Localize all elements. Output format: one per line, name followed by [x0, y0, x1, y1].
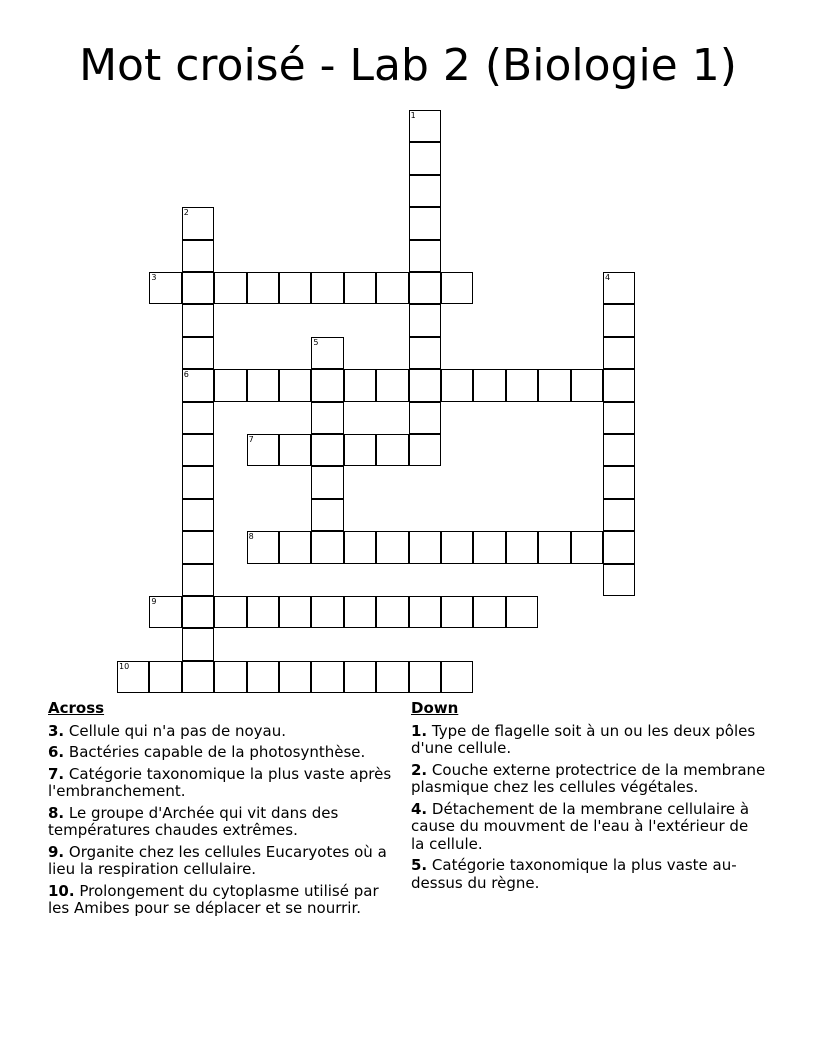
grid-cell[interactable] [409, 369, 441, 401]
clue-number-label: 3 [151, 273, 157, 282]
clue-down-5 [411, 857, 766, 892]
grid-cell[interactable] [279, 531, 311, 563]
grid-cell[interactable] [538, 531, 570, 563]
grid-cell[interactable] [473, 531, 505, 563]
clue-text: Organite chez les cellules Eucaryotes où a lieu la respiration cellulaire. [48, 842, 387, 878]
grid-cell[interactable] [182, 499, 214, 531]
clue-number: 4. [411, 799, 428, 818]
clue-text: Cellule qui n'a pas de noyau. [68, 721, 287, 740]
grid-cell[interactable] [182, 596, 214, 628]
grid-cell[interactable] [441, 596, 473, 628]
grid-cell[interactable] [149, 272, 181, 304]
grid-cell[interactable] [603, 304, 635, 336]
grid-cell[interactable] [409, 434, 441, 466]
grid-cell[interactable] [311, 434, 343, 466]
down-clues [411, 700, 766, 896]
grid-cell[interactable] [409, 110, 441, 142]
clue-down-2 [411, 762, 766, 797]
grid-cell[interactable] [247, 369, 279, 401]
grid-cell[interactable] [538, 369, 570, 401]
grid-cell[interactable] [506, 596, 538, 628]
grid-cell[interactable] [603, 434, 635, 466]
grid-cell[interactable] [441, 661, 473, 693]
grid-cell[interactable] [603, 369, 635, 401]
clue-number-label: 6 [183, 370, 189, 380]
grid-cell[interactable] [344, 369, 376, 401]
clue-across-8 [48, 805, 403, 840]
clue-number: 9. [48, 842, 65, 861]
grid-cell[interactable] [473, 369, 505, 401]
grid-cell[interactable] [409, 142, 441, 174]
grid-cell[interactable] [279, 434, 311, 466]
grid-cell[interactable] [409, 272, 441, 304]
grid-cell[interactable] [311, 337, 343, 369]
grid-cell[interactable] [182, 207, 214, 239]
grid-cell[interactable] [376, 661, 408, 693]
grid-cell[interactable] [182, 434, 214, 466]
grid-cell[interactable] [311, 499, 343, 531]
grid-cell[interactable] [376, 272, 408, 304]
grid-cell[interactable] [409, 661, 441, 693]
grid-cell[interactable] [506, 369, 538, 401]
clue-text: Couche externe protectrice de la membrane plasmique chez les cellules végétales. [411, 760, 766, 796]
page-title: Mot croisé - Lab 2 (Biologie 1) [79, 40, 737, 91]
grid-cell[interactable] [344, 596, 376, 628]
grid-cell[interactable] [571, 369, 603, 401]
clue-text: Catégorie taxonomique la plus vaste après l'embranchement. [48, 764, 392, 800]
grid-cell[interactable] [247, 434, 279, 466]
grid-cell[interactable] [344, 661, 376, 693]
grid-cell[interactable] [182, 337, 214, 369]
grid-cell[interactable] [247, 531, 279, 563]
grid-cell[interactable] [571, 531, 603, 563]
clue-number-label: 5 [313, 337, 319, 347]
grid-cell[interactable] [182, 628, 214, 660]
grid-cell[interactable] [409, 207, 441, 239]
grid-cell[interactable] [409, 531, 441, 563]
clue-number: 7. [48, 764, 65, 783]
grid-cell[interactable] [473, 596, 505, 628]
grid-cell[interactable] [344, 434, 376, 466]
clue-number-label: 2 [183, 208, 189, 218]
clue-number-label: 9 [151, 597, 157, 606]
grid-cell[interactable] [376, 434, 408, 466]
grid-cell[interactable] [182, 531, 214, 563]
grid-cell[interactable] [376, 369, 408, 401]
grid-cell[interactable] [409, 337, 441, 369]
clue-text: Prolongement du cytoplasme utilisé par les Amibes pour se déplacer et se nourrir. [48, 881, 379, 917]
grid-cell[interactable] [409, 596, 441, 628]
grid-cell[interactable] [441, 272, 473, 304]
clue-across-7 [48, 766, 403, 801]
grid-cell[interactable] [409, 402, 441, 434]
grid-cell[interactable] [279, 272, 311, 304]
grid-cell[interactable] [182, 402, 214, 434]
clue-down-1 [411, 723, 766, 758]
grid-cell[interactable] [376, 596, 408, 628]
clue-number: 1. [411, 721, 428, 740]
grid-cell[interactable] [441, 531, 473, 563]
grid-cell[interactable] [247, 661, 279, 693]
grid-cell[interactable] [214, 596, 246, 628]
grid-cell[interactable] [506, 531, 538, 563]
grid-cell[interactable] [182, 272, 214, 304]
grid-cell[interactable] [409, 240, 441, 272]
grid-cell[interactable] [182, 564, 214, 596]
grid-cell[interactable] [376, 531, 408, 563]
grid-cell[interactable] [311, 369, 343, 401]
clue-number: 8. [48, 803, 65, 822]
grid-cell[interactable] [311, 661, 343, 693]
grid-cell[interactable] [441, 369, 473, 401]
grid-cell[interactable] [409, 175, 441, 207]
down-heading: Down [411, 699, 459, 717]
grid-cell[interactable] [149, 596, 181, 628]
clue-text: Détachement de la membrane cellulaire à cause du mouvment de l'eau à l'extérieur de la cellule. [411, 799, 750, 853]
grid-cell[interactable] [311, 531, 343, 563]
clue-number: 2. [411, 760, 428, 779]
grid-cell[interactable] [279, 661, 311, 693]
grid-cell[interactable] [603, 337, 635, 369]
grid-cell[interactable] [117, 661, 149, 693]
clue-number: 6. [48, 743, 65, 761]
grid-cell[interactable] [279, 596, 311, 628]
grid-cell[interactable] [149, 661, 181, 693]
clue-number-label: 10 [119, 661, 130, 671]
grid-cell[interactable] [603, 402, 635, 434]
clue-across-9 [48, 844, 403, 879]
grid-cell[interactable] [182, 661, 214, 693]
grid-cell[interactable] [182, 304, 214, 336]
clue-number-label: 4 [605, 273, 611, 282]
grid-cell[interactable] [311, 466, 343, 498]
across-clues [48, 700, 403, 922]
clue-across-10 [48, 883, 403, 918]
grid-cell[interactable] [182, 466, 214, 498]
grid-cell[interactable] [214, 661, 246, 693]
grid-cell[interactable] [603, 272, 635, 304]
grid-cell[interactable] [603, 466, 635, 498]
grid-cell[interactable] [214, 369, 246, 401]
clue-number-label: 7 [248, 435, 254, 444]
grid-cell[interactable] [279, 369, 311, 401]
clue-across-6 [48, 744, 403, 762]
grid-cell[interactable] [182, 240, 214, 272]
across-heading: Across [48, 699, 105, 717]
clue-text: Bactéries capable de la photosynthèse. [68, 743, 366, 761]
grid-cell[interactable] [311, 402, 343, 434]
clue-number-label: 8 [248, 532, 254, 542]
grid-cell[interactable] [247, 596, 279, 628]
grid-cell[interactable] [603, 499, 635, 531]
clue-down-4 [411, 801, 766, 854]
clue-number: 10. [48, 881, 75, 900]
clue-text: Type de flagelle soit à un ou les deux pôles d'une cellule. [411, 721, 756, 757]
grid-cell[interactable] [247, 272, 279, 304]
clue-text: Catégorie taxonomique la plus vaste au-dessus du règne. [411, 856, 737, 892]
clue-number: 3. [48, 721, 65, 740]
clue-number-label: 1 [410, 111, 416, 120]
grid-cell[interactable] [603, 564, 635, 596]
grid-cell[interactable] [182, 369, 214, 401]
clue-number: 5. [411, 856, 428, 874]
grid-cell[interactable] [344, 272, 376, 304]
grid-cell[interactable] [409, 304, 441, 336]
grid-cell[interactable] [603, 531, 635, 563]
grid-cell[interactable] [311, 596, 343, 628]
clue-across-3 [48, 723, 403, 741]
grid-cell[interactable] [344, 531, 376, 563]
clue-text: Le groupe d'Archée qui vit dans des températures chaudes extrêmes. [48, 803, 339, 839]
grid-cell[interactable] [311, 272, 343, 304]
grid-cell[interactable] [214, 272, 246, 304]
